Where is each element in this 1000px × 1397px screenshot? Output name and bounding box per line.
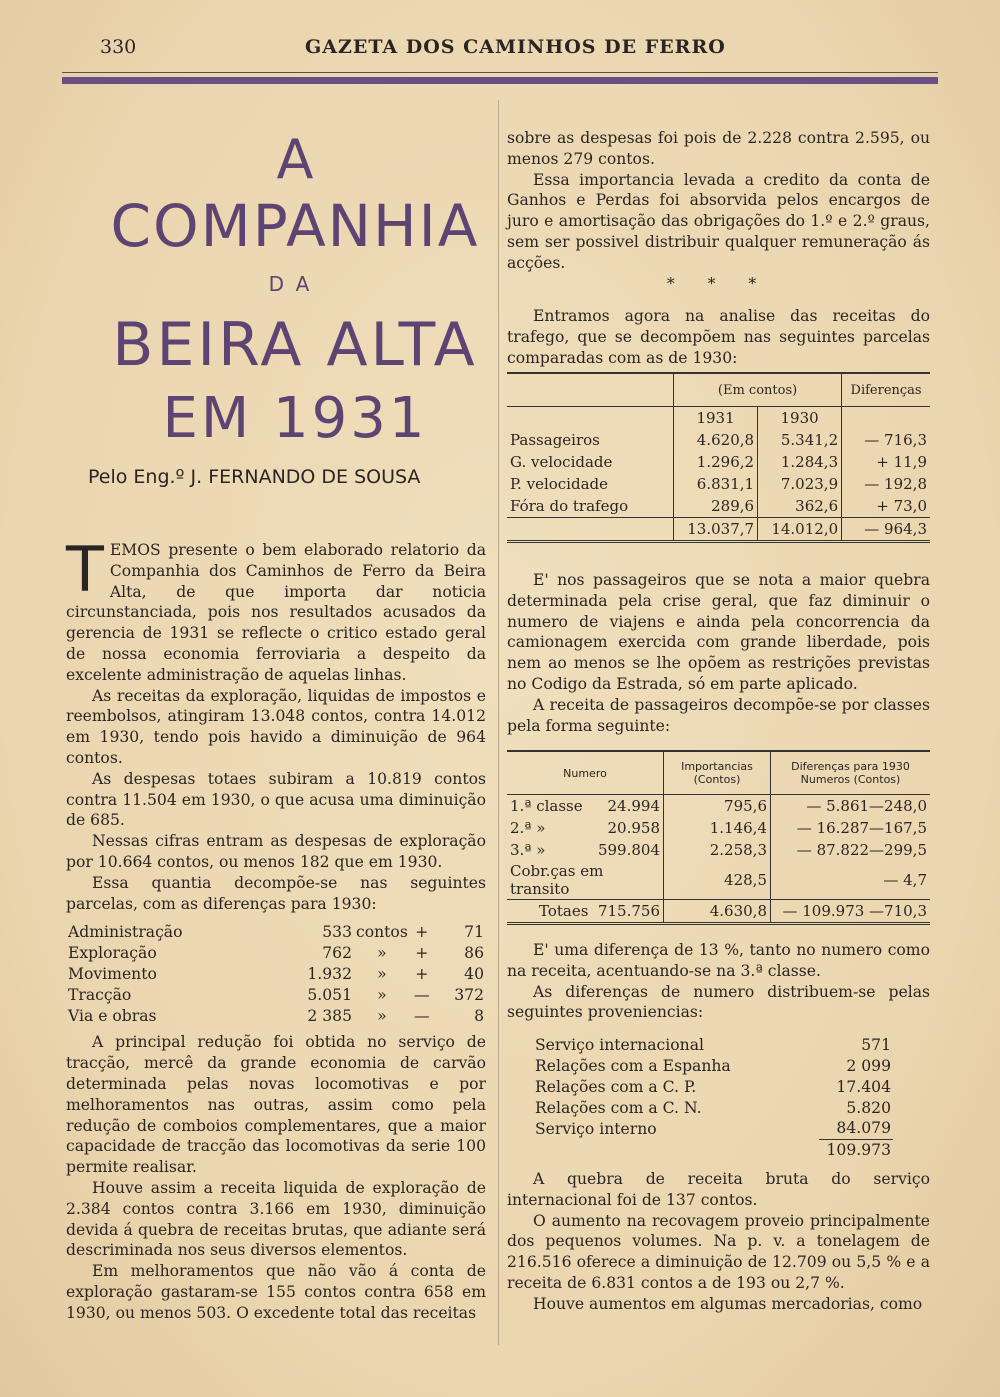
table1-total-diff: — 964,3 (842, 518, 930, 542)
article-title-line-3: DA (268, 272, 322, 296)
provenance-row (533, 1035, 893, 1056)
article-title-line-2: COMPANHIA (110, 192, 480, 260)
provenance-label: Serviço internacional (535, 1036, 704, 1055)
table1-row-label: P. velocidade (510, 475, 608, 493)
expense-diff: 372 (454, 985, 484, 1004)
table2-row-amount: 1.146,4 (664, 817, 771, 839)
expenses-list (66, 922, 486, 1026)
table2-row-amount: 428,5 (664, 861, 771, 900)
article-title-line-5: EM 1931 (162, 386, 428, 451)
provenance-value: 84.079 (836, 1119, 891, 1138)
right-column-middle (507, 570, 930, 736)
provenance-value: 17.404 (836, 1077, 891, 1096)
table1-year-1931: 1931 (674, 407, 758, 430)
right-paragraph-8: A quebra de receita bruta do serviço internacional foi de 137 contos. (507, 1169, 930, 1209)
table2-class-label: Cobr.ças em transito (510, 862, 604, 898)
provenance-label: Relações com a C. N. (535, 1098, 702, 1117)
table1-row-1930: 7.023,9 (758, 473, 842, 495)
right-paragraph-6: E' uma diferença de 13 %, tanto no numero como na receita, acentuando-se na 3.ª classe. (507, 941, 930, 980)
expense-unit: » (377, 985, 387, 1004)
expense-unit: contos (356, 923, 408, 942)
article-title-line-4: BEIRA ALTA (112, 310, 478, 380)
table1-row-1931: 4.620,8 (674, 429, 758, 451)
right-paragraph-3: Entramos agora na analise das receitas do trafego, que se decompõem nas seguintes parcelas comparadas com as de 1930: (507, 307, 930, 367)
table1-row-diff: + 73,0 (842, 495, 930, 518)
provenance-row (533, 1098, 893, 1119)
paragraph-4: Nessas cifras entram as despesas de exploração por 10.664 contos, ou menos 182 que em 1930. (66, 832, 486, 871)
expense-unit: » (377, 964, 387, 983)
expense-value: 2 385 (307, 1006, 352, 1025)
table1-row-1930: 1.284,3 (758, 451, 842, 473)
expense-sign: — (414, 985, 430, 1004)
table2-amount-header: Importancias (Contos) (664, 751, 771, 795)
provenance-value: 5.820 (846, 1098, 891, 1117)
expense-sign: — (414, 1006, 430, 1025)
provenance-label: Relações com a C. P. (535, 1077, 697, 1096)
table1-group-header: (Em contos) (674, 373, 842, 407)
traffic-revenue-table (507, 372, 930, 543)
table1-row-diff: — 192,8 (842, 473, 930, 495)
expense-label: Tracção (68, 985, 132, 1004)
table1-row (507, 473, 930, 495)
right-paragraph-5: A receita de passageiros decompõe-se por classes pela forma seguinte: (507, 695, 930, 735)
right-paragraph-2: Essa importancia levada a credito da conta de Ganhos e Perdas foi absorvida pelos encargos de juro e amortisação das obrigações do 1.º e 2.º graus, sem ser possivel distribuir qualquer remuneração ás acções. (507, 170, 930, 272)
expense-row (66, 985, 486, 1006)
right-paragraph-10: Houve aumentos em algumas mercadorias, como (533, 1294, 923, 1313)
header-thin-rule (62, 72, 938, 73)
right-paragraph-4: E' nos passageiros que se nota a maior quebra determinada pela crise geral, que faz diminuir o numero de viajens e ainda pela concorrencia da camionagem exercida com grande liberdade, pois nem ao menos se lhe opõem as restrições previstas no Codigo da Estrada, só em parte aplicado. (507, 571, 930, 693)
table1-total-1930: 14.012,0 (758, 518, 842, 542)
table2-class-number: 599.804 (597, 841, 660, 859)
expense-sign: + (415, 944, 429, 963)
page-header (100, 36, 938, 66)
expense-label: Exploração (68, 944, 157, 963)
table2-class-number: 20.958 (607, 819, 660, 837)
table2-row-label (507, 817, 664, 839)
expense-row (66, 964, 486, 985)
table2-row (507, 861, 930, 900)
provenance-label: Serviço interno (535, 1119, 657, 1138)
expense-value: 5.051 (307, 985, 352, 1004)
expense-value: 762 (322, 944, 352, 963)
provenance-label: Relações com a Espanha (535, 1056, 731, 1075)
table2-row (507, 795, 930, 818)
table2-row-diff: — 5.861—248,0 (771, 795, 931, 818)
expense-sign: + (415, 964, 429, 983)
expense-unit: » (377, 1006, 387, 1025)
table1-row-1931: 289,6 (674, 495, 758, 518)
paragraph-5: Essa quantia decompõe-se nas seguintes parcelas, com as diferenças para 1930: (66, 873, 486, 913)
table1-row-diff: — 716,3 (842, 429, 930, 451)
expense-label: Administração (68, 923, 183, 942)
table2-row-amount: 2.258,3 (664, 839, 771, 861)
table1-row-label: G. velocidade (510, 453, 613, 471)
table1-row-label: Passageiros (510, 431, 600, 449)
table1-row-1931: 6.831,1 (674, 473, 758, 495)
table1-diff-header: Diferenças (842, 373, 930, 407)
journal-title: GAZETA DOS CAMINHOS DE FERRO (305, 36, 726, 58)
expense-row (66, 943, 486, 964)
table1-row-1930: 362,6 (758, 495, 842, 518)
expense-diff: 8 (474, 1006, 484, 1025)
table1-row-label: Fóra do trafego (510, 497, 629, 515)
table2-total-diff: — 109.973 —710,3 (771, 900, 931, 924)
table2-number-header: Numero (563, 766, 607, 780)
right-paragraph-7: As diferenças de numero distribuem-se pelas seguintes proveniencias: (507, 982, 930, 1022)
table2-total-number: Totaes 715.756 (539, 902, 660, 920)
left-column-body (66, 533, 486, 1323)
expense-diff: 40 (464, 964, 484, 983)
paragraph-8: Em melhoramentos que não vão á conta de exploração gastaram-se 155 contos contra 658 em 1930, ou menos 503. O excedente total das receitas (66, 1262, 486, 1322)
header-thick-rule (62, 77, 938, 84)
right-paragraph-9: O aumento na recovagem proveio principalmente dos pequenos volumes. Na p. v. a tonelagem de 216.516 oferece a diminuição de 12.709 ou 5,5 % e a receita de 6.831 contos a de 193 ou 2,7 %. (507, 1211, 930, 1292)
table2-class-number: 24.994 (607, 797, 660, 815)
table2-row (507, 839, 930, 861)
provenance-list (533, 1035, 893, 1161)
table1-row (507, 429, 930, 451)
expense-unit: » (377, 944, 387, 963)
table2-row-label (507, 861, 664, 900)
table1-row (507, 451, 930, 473)
table2-row-diff: — 4,7 (771, 861, 931, 900)
paragraph-6: A principal redução foi obtida no serviço de tracção, mercê da grande economia de carvão determinada pelas novas locomotivas e por melhoramentos nas outras, assim como pela redução de comboios complementares, que a maior capacidade de tracção das locomotivas da serie 100 permite realisar. (66, 1033, 486, 1177)
table2-row-amount: 795,6 (664, 795, 771, 818)
provenance-value: 571 (861, 1036, 891, 1055)
table2-diff-header: Diferenças para 1930 Numeros (Contos) (771, 751, 931, 795)
expense-diff: 86 (464, 944, 484, 963)
provenance-total: 109.973 (819, 1140, 893, 1161)
table2-class-label: 3.ª » (510, 841, 546, 859)
right-paragraph-1: sobre as despesas foi pois de 2.228 contra 2.595, ou menos 279 contos. (507, 129, 930, 168)
table2-row-diff: — 87.822—299,5 (771, 839, 931, 861)
table1-total-1931: 13.037,7 (674, 518, 758, 542)
expense-value: 1.932 (307, 964, 352, 983)
paragraph-1: TEMOS presente o bem elaborado relatorio da Companhia dos Caminhos de Ferro da Beira Alta, de que importa dar noticia circunstanciada, pois nos resultados acusados da gerencia de 1931 se reflecte o critico estado geral de nossa economia ferroviaria a despeito da excelente administração de aquelas linhas. (66, 533, 486, 684)
right-column-bottom (507, 940, 930, 1315)
expense-label: Via e obras (68, 1006, 157, 1025)
table1-year-1930: 1930 (758, 407, 842, 430)
drop-cap: T (66, 533, 104, 606)
table2-row (507, 817, 930, 839)
table1-row-1931: 1.296,2 (674, 451, 758, 473)
table2-row-label (507, 795, 664, 818)
expense-diff: 71 (464, 923, 484, 942)
paragraph-3: As despesas totaes subiram a 10.819 contos contra 11.504 em 1930, o que acusa uma diminuição de 685. (66, 769, 486, 830)
provenance-value: 2 099 (846, 1056, 891, 1075)
provenance-row (533, 1118, 893, 1139)
expense-label: Movimento (68, 964, 157, 983)
expense-row (66, 1006, 486, 1027)
expense-sign: + (415, 923, 429, 942)
article-byline: Pelo Eng.º J. FERNANDO DE SOUSA (88, 466, 421, 488)
provenance-row (533, 1077, 893, 1098)
paragraph-7: Houve assim a receita liquida de exploração de 2.384 contos contra 3.166 em 1930, diminuição devida á quebra de receitas brutas, que adiante será descriminada nos seus diversos elementos. (66, 1178, 486, 1260)
expense-row (66, 922, 486, 943)
table2-total-amount: 4.630,8 (664, 900, 771, 924)
expense-value: 533 (322, 923, 352, 942)
right-column-top (507, 128, 930, 369)
provenance-row (533, 1056, 893, 1077)
table2-row-diff: — 16.287—167,5 (771, 817, 931, 839)
table1-row-diff: + 11,9 (842, 451, 930, 473)
table1-row-1930: 5.341,2 (758, 429, 842, 451)
section-break-stars: * * * (666, 274, 771, 293)
table2-row-label (507, 839, 664, 861)
paragraph-2: As receitas da exploração, liquidas de impostos e reembolsos, atingiram 13.048 contos, contra 14.012 em 1930, tendo pois havido a diminuição de 964 contos. (66, 686, 486, 767)
article-title-line-1: A (276, 128, 314, 191)
page-number: 330 (100, 36, 137, 58)
passenger-class-table (507, 750, 930, 925)
table1-row (507, 495, 930, 518)
table2-class-label: 1.ª classe (510, 797, 583, 815)
table2-class-label: 2.ª » (510, 819, 546, 837)
